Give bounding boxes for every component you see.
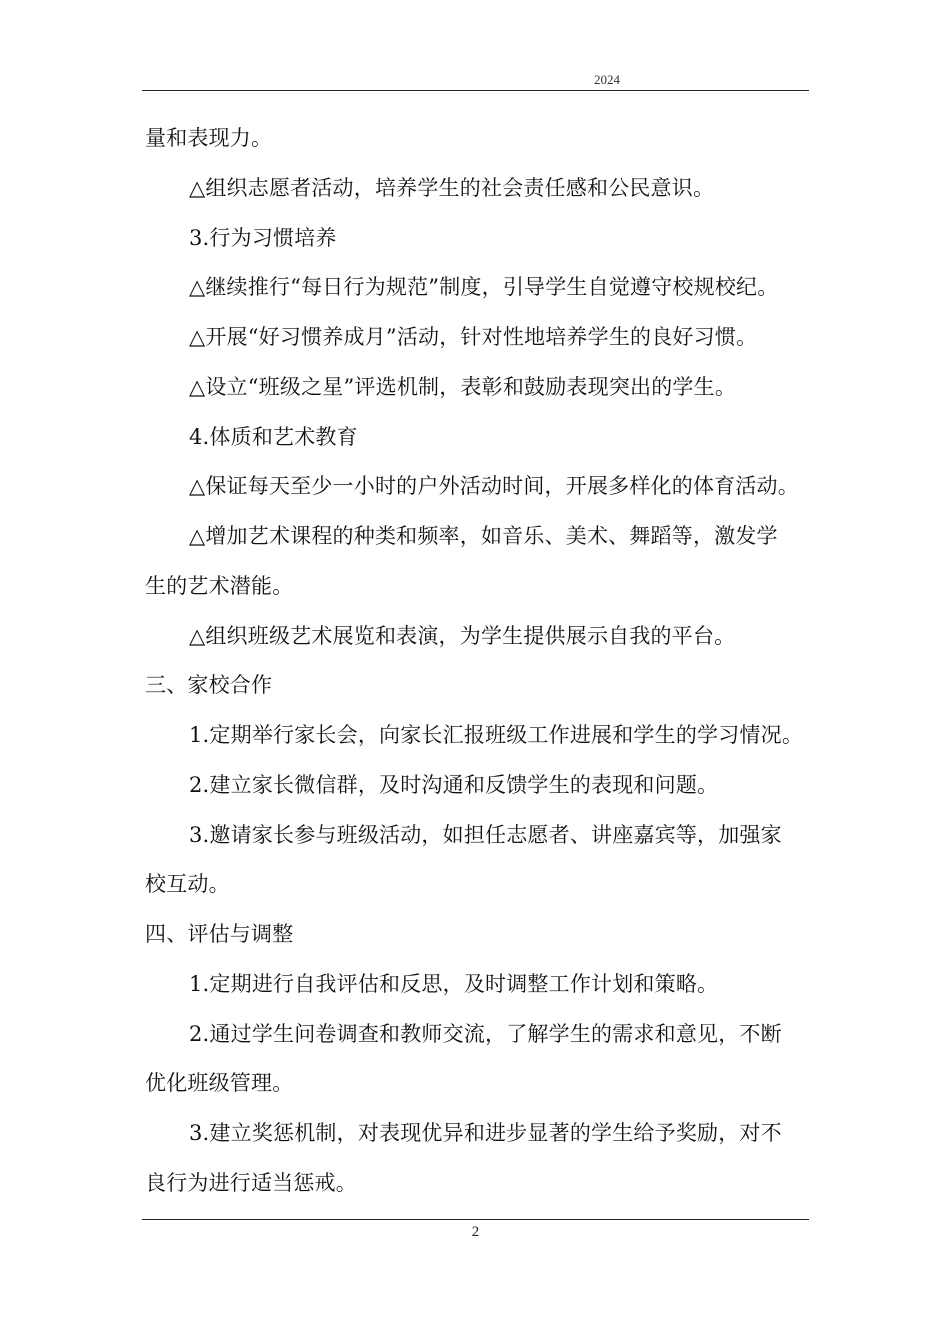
paragraph-line: △组织班级艺术展览和表演，为学生提供展示自我的平台。 — [189, 623, 736, 648]
paragraph-line: △保证每天至少一小时的户外活动时间，开展多样化的体育活动。 — [189, 474, 799, 499]
paragraph-line: 量和表现力。 — [145, 126, 273, 150]
page-footer — [142, 1219, 809, 1240]
paragraph-line: 校互动。 — [145, 872, 230, 897]
paragraph-line: △组织志愿者活动，培养学生的社会责任感和公民意识。 — [189, 175, 715, 200]
document-body — [145, 114, 815, 1209]
paragraph-line: 2.建立家长微信群，及时沟通和反馈学生的表现和问题。 — [189, 772, 719, 797]
paragraph-line: 生的艺术潜能。 — [145, 573, 294, 598]
header-year: 2024 — [594, 72, 620, 87]
subsection-heading: 3.行为习惯培养 — [189, 225, 337, 250]
paragraph-line: 2.通过学生问卷调查和教师交流，了解学生的需求和意见，不断 — [189, 1021, 782, 1046]
section-heading: 四、评估与调整 — [145, 922, 294, 946]
paragraph-line: △增加艺术课程的种类和频率，如音乐、美术、舞蹈等，激发学 — [189, 524, 778, 548]
paragraph-line: 优化班级管理。 — [145, 1071, 294, 1096]
paragraph-line: 1.定期进行自我评估和反思，及时调整工作计划和策略。 — [189, 971, 719, 996]
page-number: 2 — [471, 1224, 480, 1240]
paragraph-line: 良行为进行适当惩戒。 — [145, 1170, 357, 1195]
paragraph-line: 1.定期举行家长会，向家长汇报班级工作进展和学生的学习情况。 — [189, 723, 804, 747]
paragraph-line: 3.邀请家长参与班级活动，如担任志愿者、讲座嘉宾等，加强家 — [189, 822, 782, 847]
subsection-heading: 4.体质和艺术教育 — [189, 424, 358, 449]
paragraph-line: 3.建立奖惩机制，对表现优异和进步显著的学生给予奖励，对不 — [189, 1121, 782, 1145]
page-header — [142, 72, 809, 91]
paragraph-line: △设立“班级之星”评选机制，表彰和鼓励表现突出的学生。 — [189, 374, 737, 399]
section-heading: 三、家校合作 — [145, 673, 273, 698]
paragraph-line: △继续推行“每日行为规范”制度，引导学生自觉遵守校规校纪。 — [189, 275, 779, 300]
paragraph-line: △开展“好习惯养成月”活动，针对性地培养学生的良好习惯。 — [189, 325, 758, 349]
